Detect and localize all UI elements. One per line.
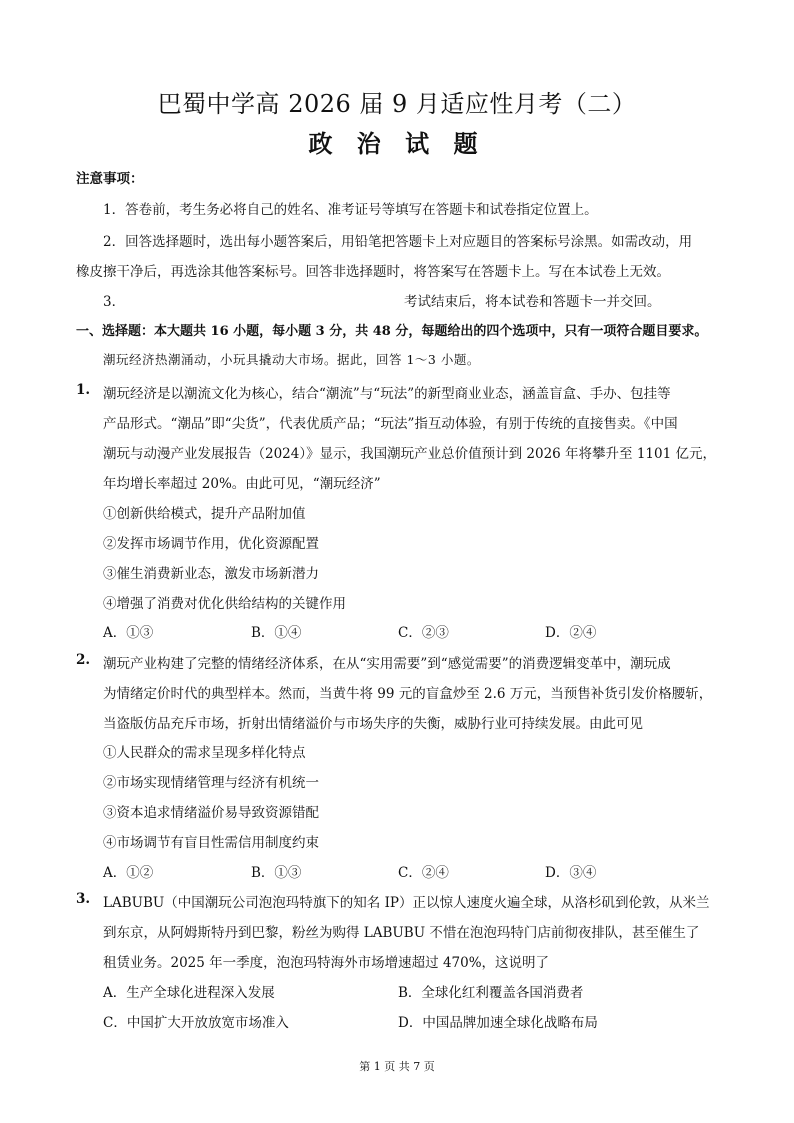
question-3-option-a[interactable]: A．生产全球化进程深入发展 [103, 985, 275, 1001]
notice-item-3-text: 考试结束后，将本试卷和答题卡一并交回。 [404, 294, 661, 310]
question-2-item-2: ②市场实现情绪管理与经济有机统一 [103, 775, 319, 791]
question-1-option-d[interactable]: D．②④ [545, 625, 597, 641]
question-3-option-d[interactable]: D．中国品牌加速全球化战略布局 [398, 1015, 598, 1031]
notice-item-2-line-1: 2．回答选择题时，选出每小题答案后，用铅笔把答题卡上对应题目的答案标号涂黑。如需改动，用 [103, 234, 693, 250]
question-1-option-b[interactable]: B．①④ [251, 625, 302, 641]
question-2-line-3: 当盗版仿品充斥市场，折射出情绪溢价与市场失序的失衡，威胁行业可持续发展。由此可见 [103, 716, 643, 732]
question-2-line-1: 潮玩产业构建了完整的情绪经济体系，在从“实用需要”到“感觉需要”的消费逻辑变革中，潮玩成 [103, 656, 671, 672]
question-1-line-1: 潮玩经济是以潮流文化为核心，结合“潮流”与“玩法”的新型商业业态，涵盖盲盒、手办、包挂等 [103, 386, 671, 402]
exam-title: 巴蜀中学高 2026 届 9 月适应性月考（二） [157, 90, 637, 118]
question-2-item-3: ③资本追求情绪溢价易导致资源错配 [103, 805, 319, 821]
section-1-intro: 潮玩经济热潮涌动，小玩具撬动大市场。据此，回答 1～3 小题。 [103, 352, 480, 367]
question-2-option-d[interactable]: D．③④ [545, 865, 597, 881]
question-2-item-1: ①人民群众的需求呈现多样化特点 [103, 745, 306, 761]
notice-item-3-number: 3． [103, 294, 126, 310]
question-3-option-b[interactable]: B．全球化红利覆盖各国消费者 [398, 985, 584, 1001]
question-1-line-3: 潮玩与动漫产业发展报告（2024）》显示，我国潮玩产业总价值预计到 2026 年将攀升至 1101 亿元， [103, 446, 716, 462]
question-2-option-b[interactable]: B．①③ [251, 865, 302, 881]
notice-heading: 注意事项： [76, 171, 144, 187]
question-2-number: 2. [76, 652, 91, 668]
question-2-option-a[interactable]: A．①② [103, 865, 154, 881]
notice-item-1: 1．答卷前，考生务必将自己的姓名、准考证号等填写在答题卡和试卷指定位置上。 [103, 202, 598, 218]
question-2-option-c[interactable]: C．②④ [398, 865, 449, 881]
question-3-number: 3. [76, 891, 91, 907]
question-1-number: 1. [76, 382, 91, 398]
page-footer: 第 1 页 共 7 页 [359, 1060, 435, 1073]
section-1-heading: 一、选择题：本大题共 16 小题，每小题 3 分，共 48 分，每题给出的四个选项中，只有一项符合题目要求。 [76, 324, 708, 339]
question-1-item-1: ①创新供给模式，提升产品附加值 [103, 506, 306, 522]
question-3-option-c[interactable]: C．中国扩大开放放宽市场准入 [103, 1015, 289, 1031]
question-2-item-4: ④市场调节有盲目性需信用制度约束 [103, 835, 319, 851]
notice-item-2-line-2: 橡皮擦干净后，再选涂其他答案标号。回答非选择题时，将答案写在答题卡上。写在本试卷上无效。 [76, 264, 670, 280]
question-1-item-3: ③催生消费新业态，激发市场新潜力 [103, 566, 319, 582]
question-1-line-2: 产品形式。“潮品”即“尖货”，代表优质产品；“玩法”指互动体验，有别于传统的直接售卖。《中国 [103, 416, 678, 432]
question-1-option-a[interactable]: A．①③ [103, 625, 154, 641]
question-3-line-3: 租赁业务。2025 年一季度，泡泡玛特海外市场增速超过 470%，这说明了 [103, 955, 550, 971]
question-3-line-2: 到东京，从阿姆斯特丹到巴黎，粉丝为购得 LABUBU 不惜在泡泡玛特门店前彻夜排队，甚至催生了 [103, 925, 700, 941]
question-1-item-2: ②发挥市场调节作用，优化资源配置 [103, 536, 319, 552]
question-2-line-2: 为情绪定价时代的典型样本。然而，当黄牛将 99 元的盲盒炒至 2.6 万元，当预售补货引发价格腰斩， [103, 686, 713, 702]
question-1-line-4: 年均增长率超过 20%。由此可见，“潮玩经济” [103, 476, 381, 492]
question-1-option-c[interactable]: C．②③ [398, 625, 449, 641]
exam-subject: 政 治 试 题 [308, 129, 486, 158]
question-3-line-1: LABUBU（中国潮玩公司泡泡玛特旗下的知名 IP）正以惊人速度火遍全球，从洛杉矶到伦敦，从米兰 [103, 895, 710, 911]
question-1-item-4: ④增强了消费对优化供给结构的关键作用 [103, 596, 346, 612]
